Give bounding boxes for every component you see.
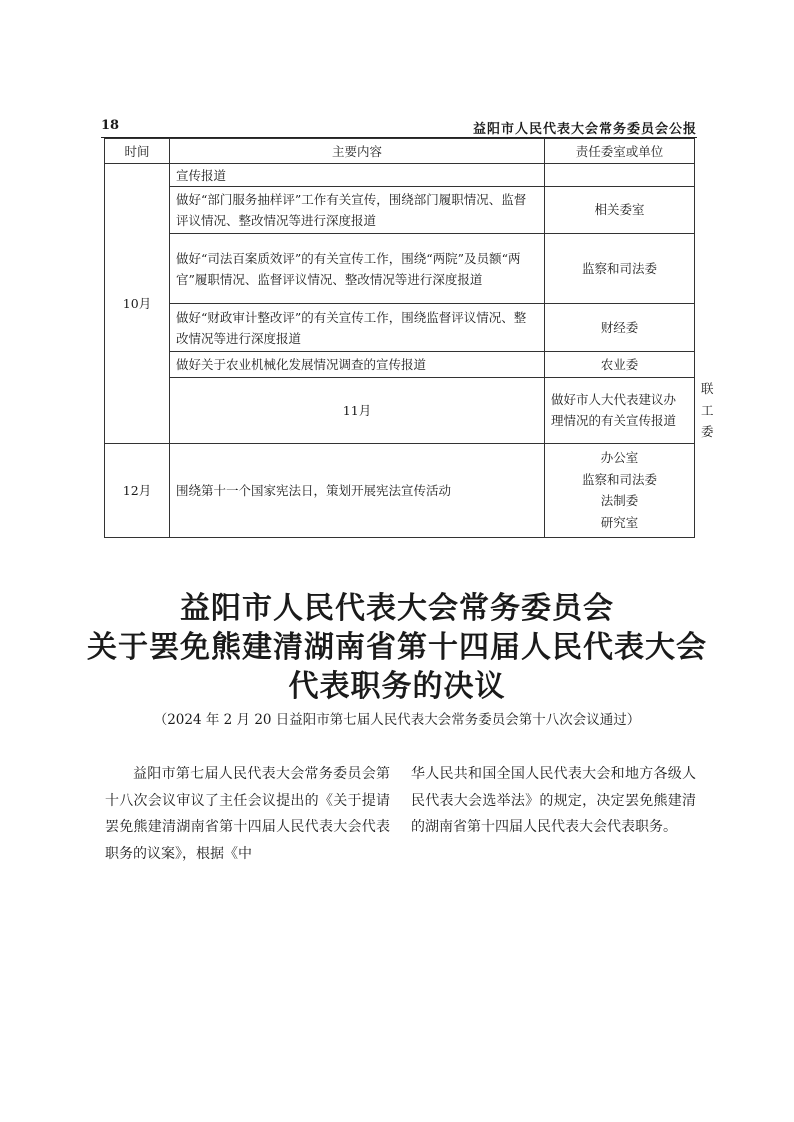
table-row: [105, 187, 695, 234]
body-column-right: 华人民共和国全国人民代表大会和地方各级人民代表大会选举法》的规定，决定罢免熊建清的湖南省第十四届人民代表大会代表职务。: [411, 766, 696, 836]
unit-item: 研究室: [600, 514, 639, 530]
column-header-time: 时间: [105, 139, 170, 164]
unit-item: 办公室: [600, 450, 639, 465]
journal-title: 益阳市人民代表大会常务委员会公报: [472, 122, 697, 137]
running-header: [101, 118, 697, 136]
column-header-content: 主要内容: [170, 139, 545, 164]
month-cell-oct: 10月: [105, 164, 170, 444]
month-cell-nov: 11月: [170, 378, 545, 444]
schedule-table: [104, 138, 714, 538]
row-content: 宣传报道: [170, 164, 545, 187]
unit-item: 法制委: [600, 493, 639, 508]
unit-item: 监察和司法委: [581, 471, 657, 487]
resolution-subtitle: （2024 年 2 月 20 日益阳市第七届人民代表大会常务委员会第十八次会议通过）: [153, 712, 641, 728]
table-row: [105, 164, 695, 187]
row-content: 做好“部门服务抽样评”工作有关宣传，围绕部门履职情况、监督评议情况、整改情况等进行深度报道: [170, 187, 545, 234]
page-number: 18: [101, 118, 120, 133]
table-row: [105, 234, 695, 304]
row-unit: 农业委: [545, 352, 695, 378]
table-row: [105, 443, 695, 537]
row-content: 做好关于农业机械化发展情况调查的宣传报道: [170, 352, 545, 378]
resolution-title-line2: 关于罢免熊建清湖南省第十四届人民代表大会: [87, 630, 707, 665]
row-content: 做好“财政审计整改评”的有关宣传工作，围绕监督评议情况、整改情况等进行深度报道: [170, 304, 545, 352]
row-unit: 监察和司法委: [545, 234, 695, 304]
table-row: [105, 352, 695, 378]
row-unit: [545, 164, 695, 187]
row-unit: 财经委: [545, 304, 695, 352]
row-unit-list: [545, 443, 695, 537]
table-header-row: [105, 139, 695, 164]
month-cell-dec: 12月: [105, 443, 170, 537]
row-unit: 相关委室: [545, 187, 695, 234]
resolution-title-line3: 代表职务的决议: [288, 669, 506, 704]
table-row: 11月 做好市人大代表建议办理情况的有关宣传报道 联工委: [105, 378, 695, 444]
table-row: [105, 304, 695, 352]
resolution-title-line1: 益阳市人民代表大会常务委员会: [180, 591, 614, 626]
column-header-unit: 责任委室或单位: [545, 139, 695, 164]
body-column-left: 益阳市第七届人民代表大会常务委员会第十八次会议审议了主任会议提出的《关于提请罢免熊建清湖南省第十四届人民代表大会代表职务的议案》，根据《中: [105, 766, 390, 863]
row-content: 围绕第十一个国家宪法日，策划开展宪法宣传活动: [170, 443, 545, 537]
row-content: 做好“司法百案质效评”的有关宣传工作，围绕“两院”及员额“两官”履职情况、监督评议情况、整改情况等进行深度报道: [170, 234, 545, 304]
row-content: 做好市人大代表建议办理情况的有关宣传报道: [545, 378, 695, 444]
